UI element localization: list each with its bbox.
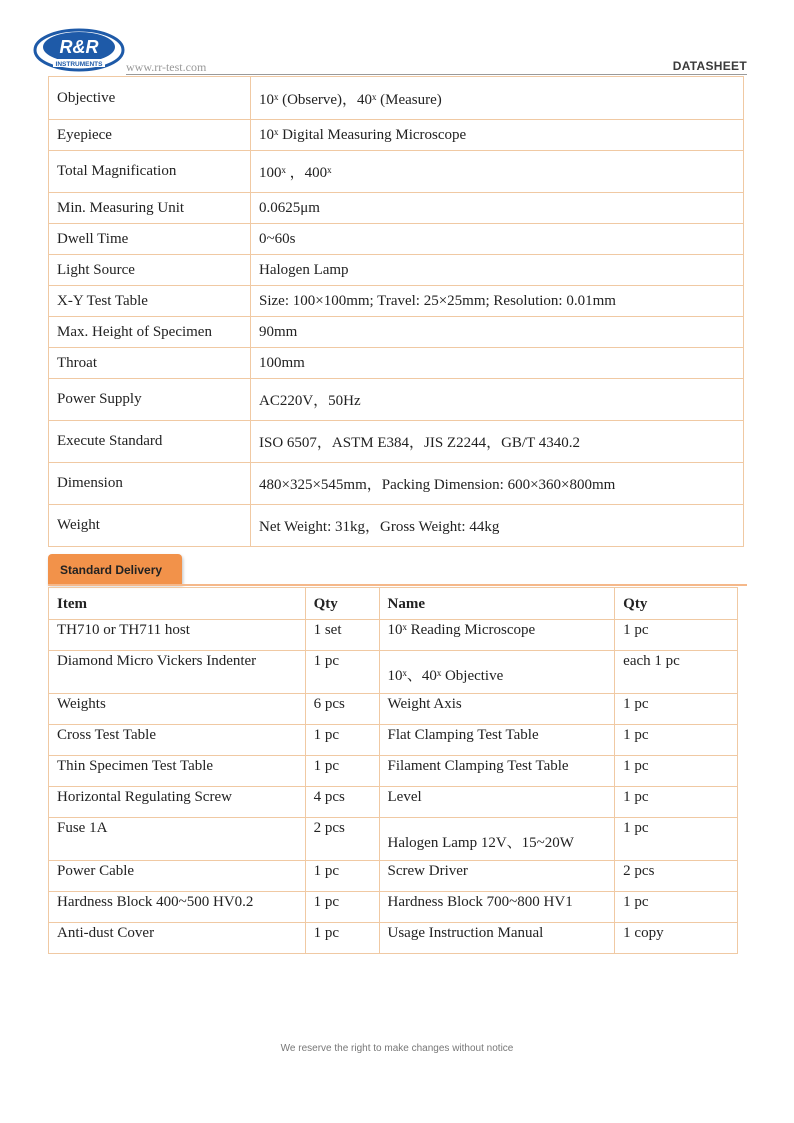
spec-row [49, 151, 744, 193]
name-cell: Usage Instruction Manual [379, 923, 615, 954]
table-row [49, 923, 738, 954]
table-row [49, 651, 738, 694]
qty-cell: 1 pc [305, 923, 379, 954]
spec-row [49, 193, 744, 224]
spec-label: Total Magnification [49, 151, 251, 193]
table-row [49, 725, 738, 756]
spec-label: Objective [49, 77, 251, 120]
qty-cell: 1 pc [305, 892, 379, 923]
spec-label: Throat [49, 348, 251, 379]
standard-delivery-table [48, 587, 738, 954]
spec-value: 10ˣ Digital Measuring Microscope [251, 120, 744, 151]
item-cell: Horizontal Regulating Screw [49, 787, 306, 818]
logo-text: R&R [59, 37, 99, 57]
qty-cell: 1 pc [615, 694, 738, 725]
spec-value: 0~60s [251, 224, 744, 255]
name-cell: Weight Axis [379, 694, 615, 725]
name-cell: Filament Clamping Test Table [379, 756, 615, 787]
table-row [49, 620, 738, 651]
spec-label: Eyepiece [49, 120, 251, 151]
name-cell: Hardness Block 700~800 HV1 [379, 892, 615, 923]
spec-row [49, 463, 744, 505]
spec-row [49, 348, 744, 379]
website-link[interactable]: www.rr-test.com [126, 60, 207, 74]
qty-cell: 1 pc [305, 725, 379, 756]
spec-row [49, 286, 744, 317]
qty-cell: 1 set [305, 620, 379, 651]
spec-value: 0.0625μm [251, 193, 744, 224]
qty-cell: 1 pc [615, 892, 738, 923]
qty-cell: 1 pc [305, 756, 379, 787]
spec-row [49, 505, 744, 547]
qty-cell: 1 pc [305, 861, 379, 892]
column-header: Item [49, 588, 306, 620]
spec-value: 480×325×545mm，Packing Dimension: 600×360×800mm [251, 463, 744, 505]
spec-label: Execute Standard [49, 421, 251, 463]
company-logo [33, 27, 125, 73]
section-divider [48, 584, 747, 586]
qty-cell: 2 pcs [615, 861, 738, 892]
name-cell: Halogen Lamp 12V、15~20W [379, 818, 615, 861]
spec-label: Max. Height of Specimen [49, 317, 251, 348]
spec-value: Net Weight: 31kg，Gross Weight: 44kg [251, 505, 744, 547]
spec-label: Dwell Time [49, 224, 251, 255]
item-cell: Fuse 1A [49, 818, 306, 861]
item-cell: Anti-dust Cover [49, 923, 306, 954]
column-header: Qty [615, 588, 738, 620]
item-cell: TH710 or TH711 host [49, 620, 306, 651]
qty-cell: 1 pc [615, 620, 738, 651]
spec-value: 90mm [251, 317, 744, 348]
spec-value: AC220V，50Hz [251, 379, 744, 421]
spec-row [49, 379, 744, 421]
spec-value: Halogen Lamp [251, 255, 744, 286]
qty-cell: 2 pcs [305, 818, 379, 861]
name-cell: Screw Driver [379, 861, 615, 892]
header-divider [126, 74, 747, 75]
spec-label: X-Y Test Table [49, 286, 251, 317]
spec-label: Weight [49, 505, 251, 547]
table-row [49, 756, 738, 787]
spec-label: Dimension [49, 463, 251, 505]
spec-row [49, 224, 744, 255]
qty-cell: 1 pc [615, 787, 738, 818]
item-cell: Cross Test Table [49, 725, 306, 756]
spec-label: Power Supply [49, 379, 251, 421]
section-badge [48, 554, 182, 584]
spec-row [49, 77, 744, 120]
logo-subtext: INSTRUMENTS [55, 61, 103, 68]
spec-value: Size: 100×100mm; Travel: 25×25mm; Resolution: 0.01mm [251, 286, 744, 317]
item-cell: Power Cable [49, 861, 306, 892]
table-row [49, 818, 738, 861]
qty-cell: 1 pc [615, 756, 738, 787]
item-cell: Diamond Micro Vickers Indenter [49, 651, 306, 694]
spec-label: Light Source [49, 255, 251, 286]
spec-value: 100ˣ ，400ˣ [251, 151, 744, 193]
table-row [49, 694, 738, 725]
spec-value: ISO 6507，ASTM E384，JIS Z2244，GB/T 4340.2 [251, 421, 744, 463]
spec-row [49, 421, 744, 463]
table-row [49, 892, 738, 923]
spec-row [49, 255, 744, 286]
spec-row [49, 120, 744, 151]
footer-note: We reserve the right to make changes without notice [280, 1043, 514, 1054]
name-cell: 10ˣ、40ˣ Objective [379, 651, 615, 694]
page-header [0, 0, 794, 76]
name-cell: 10ˣ Reading Microscope [379, 620, 615, 651]
column-header: Name [379, 588, 615, 620]
spec-value: 10ˣ (Observe)，40ˣ (Measure) [251, 77, 744, 120]
spec-label: Min. Measuring Unit [49, 193, 251, 224]
qty-cell: 6 pcs [305, 694, 379, 725]
item-cell: Weights [49, 694, 306, 725]
document-label: DATASHEET [672, 59, 747, 73]
item-cell: Thin Specimen Test Table [49, 756, 306, 787]
qty-cell: 4 pcs [305, 787, 379, 818]
qty-cell: 1 pc [615, 725, 738, 756]
qty-cell: 1 pc [615, 818, 738, 861]
name-cell: Level [379, 787, 615, 818]
specifications-table [48, 76, 744, 547]
table-row [49, 861, 738, 892]
name-cell: Flat Clamping Test Table [379, 725, 615, 756]
spec-row [49, 317, 744, 348]
item-cell: Hardness Block 400~500 HV0.2 [49, 892, 306, 923]
section-title: Standard Delivery [60, 563, 163, 577]
table-header-row [49, 588, 738, 620]
spec-value: 100mm [251, 348, 744, 379]
qty-cell: 1 pc [305, 651, 379, 694]
table-row [49, 787, 738, 818]
qty-cell: 1 copy [615, 923, 738, 954]
qty-cell: each 1 pc [615, 651, 738, 694]
column-header: Qty [305, 588, 379, 620]
